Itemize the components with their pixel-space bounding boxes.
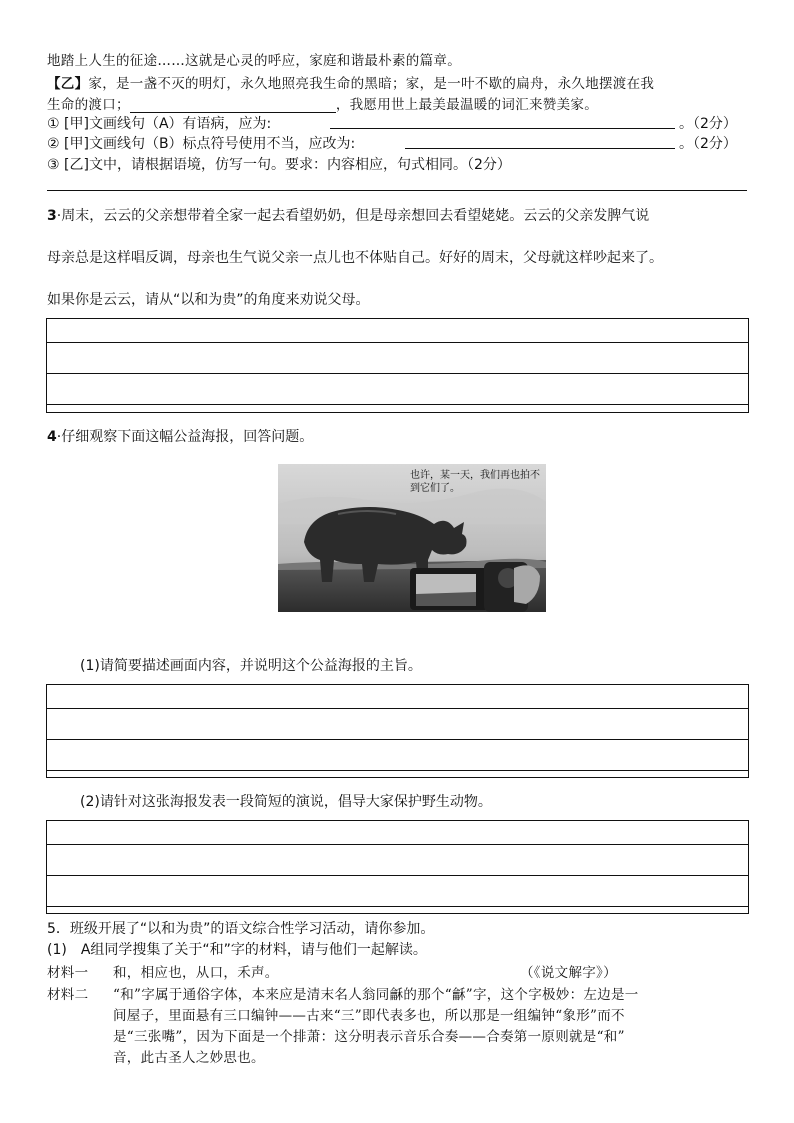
answer-line (47, 739, 748, 740)
item-score: 。（2分） (679, 116, 737, 132)
answer-line[interactable] (405, 148, 675, 149)
answer-line (47, 404, 748, 405)
item-1 (47, 113, 271, 133)
question-text: ·周末，云云的父亲想带着全家一起去看望奶奶，但是母亲想回去看望姥姥。云云的父亲发脾气说 (56, 208, 650, 224)
question-number: 3 (47, 208, 57, 224)
material-2-line: 音，此古圣人之妙思也。 (113, 1050, 265, 1066)
passage-yi-text: 家，是一盏不灭的明灯，永久地照亮我生命的黑暗；家，是一叶不歇的扁舟，永久地摆渡在我 (88, 76, 655, 92)
poster-caption: 也许，某一天，我们再也拍不到它们了。 (410, 470, 540, 494)
item-text: [甲]文画线句（A）有语病，应为: (64, 116, 272, 132)
material-1-source: （《说文解字》） (520, 965, 617, 981)
passage-line: 地踏上人生的征途……这就是心灵的呼应，家庭和谐最朴素的篇章。 (47, 53, 461, 69)
answer-box-q4-2[interactable] (46, 820, 749, 914)
answer-line (47, 708, 748, 709)
answer-line (47, 342, 748, 343)
question-4-sub2: (2)请针对这张海报发表一段简短的演说，倡导大家保护野生动物。 (80, 794, 492, 810)
material-2-line: 间屋子，里面悬有三口编钟——古来“三”即代表多也，所以那是一组编钟“象形”而不 (113, 1008, 625, 1024)
question-3-line2: 母亲总是这样唱反调，母亲也生气说父亲一点儿也不体贴自己。好好的周末，父母就这样吵起来了。 (47, 250, 663, 266)
answer-line (47, 875, 748, 876)
item-2 (47, 133, 355, 153)
question-3-line3: 如果你是云云，请从“以和为贵”的角度来劝说父母。 (47, 292, 370, 308)
rhino-poster (278, 464, 546, 612)
question-text: ·仔细观察下面这幅公益海报，回答问题。 (56, 429, 314, 445)
question-number: 4 (47, 429, 57, 445)
question-5-sub1: (1) A组同学搜集了关于“和”字的材料，请与他们一起解读。 (47, 942, 427, 958)
question-4 (47, 426, 313, 446)
item-number: ② (47, 136, 60, 152)
passage-yi-line1 (47, 72, 654, 92)
answer-line[interactable] (330, 128, 675, 129)
question-3-line1 (47, 205, 649, 225)
answer-line (47, 906, 748, 907)
item-text: [乙]文中，请根据语境，仿写一句。要求：内容相应，句式相同。（2分） (64, 157, 511, 173)
passage-yi-label: 【乙】 (47, 76, 89, 92)
item-score: 。（2分） (679, 136, 737, 152)
answer-box-q4-1[interactable] (46, 684, 749, 778)
answer-line (47, 844, 748, 845)
question-5-title: 5．班级开展了“以和为贵”的语文综合性学习活动，请你参加。 (47, 921, 435, 937)
material-1-label: 材料一 (47, 965, 89, 981)
material-2-line: 是“三张嘴”，因为下面是一个排萧：这分明表示音乐合奏——合奏第一原则就是“和” (113, 1029, 625, 1045)
question-4-sub1: (1)请简要描述画面内容，并说明这个公益海报的主旨。 (80, 658, 422, 674)
material-2-line: “和”字属于通俗字体，本来应是清末名人翁同龢的那个“龢”字，这个字极妙：左边是一 (113, 987, 639, 1003)
fill-blank[interactable] (130, 98, 336, 113)
item-text: [甲]文画线句（B）标点符号使用不当，应改为: (64, 136, 356, 152)
passage-yi-text-a: 生命的渡口； (47, 97, 130, 113)
answer-box-q3[interactable] (46, 318, 749, 413)
material-1-text: 和，相应也，从口，禾声。 (113, 965, 279, 981)
passage-yi-line2 (47, 93, 598, 113)
item-number: ① (47, 116, 60, 132)
answer-line (47, 373, 748, 374)
answer-line[interactable] (47, 190, 747, 191)
passage-yi-text-b: ，我愿用世上最美最温暖的词汇来赞美家。 (335, 97, 599, 113)
material-2-label: 材料二 (47, 987, 89, 1003)
item-number: ③ (47, 157, 60, 173)
item-3 (47, 154, 511, 174)
answer-line (47, 770, 748, 771)
